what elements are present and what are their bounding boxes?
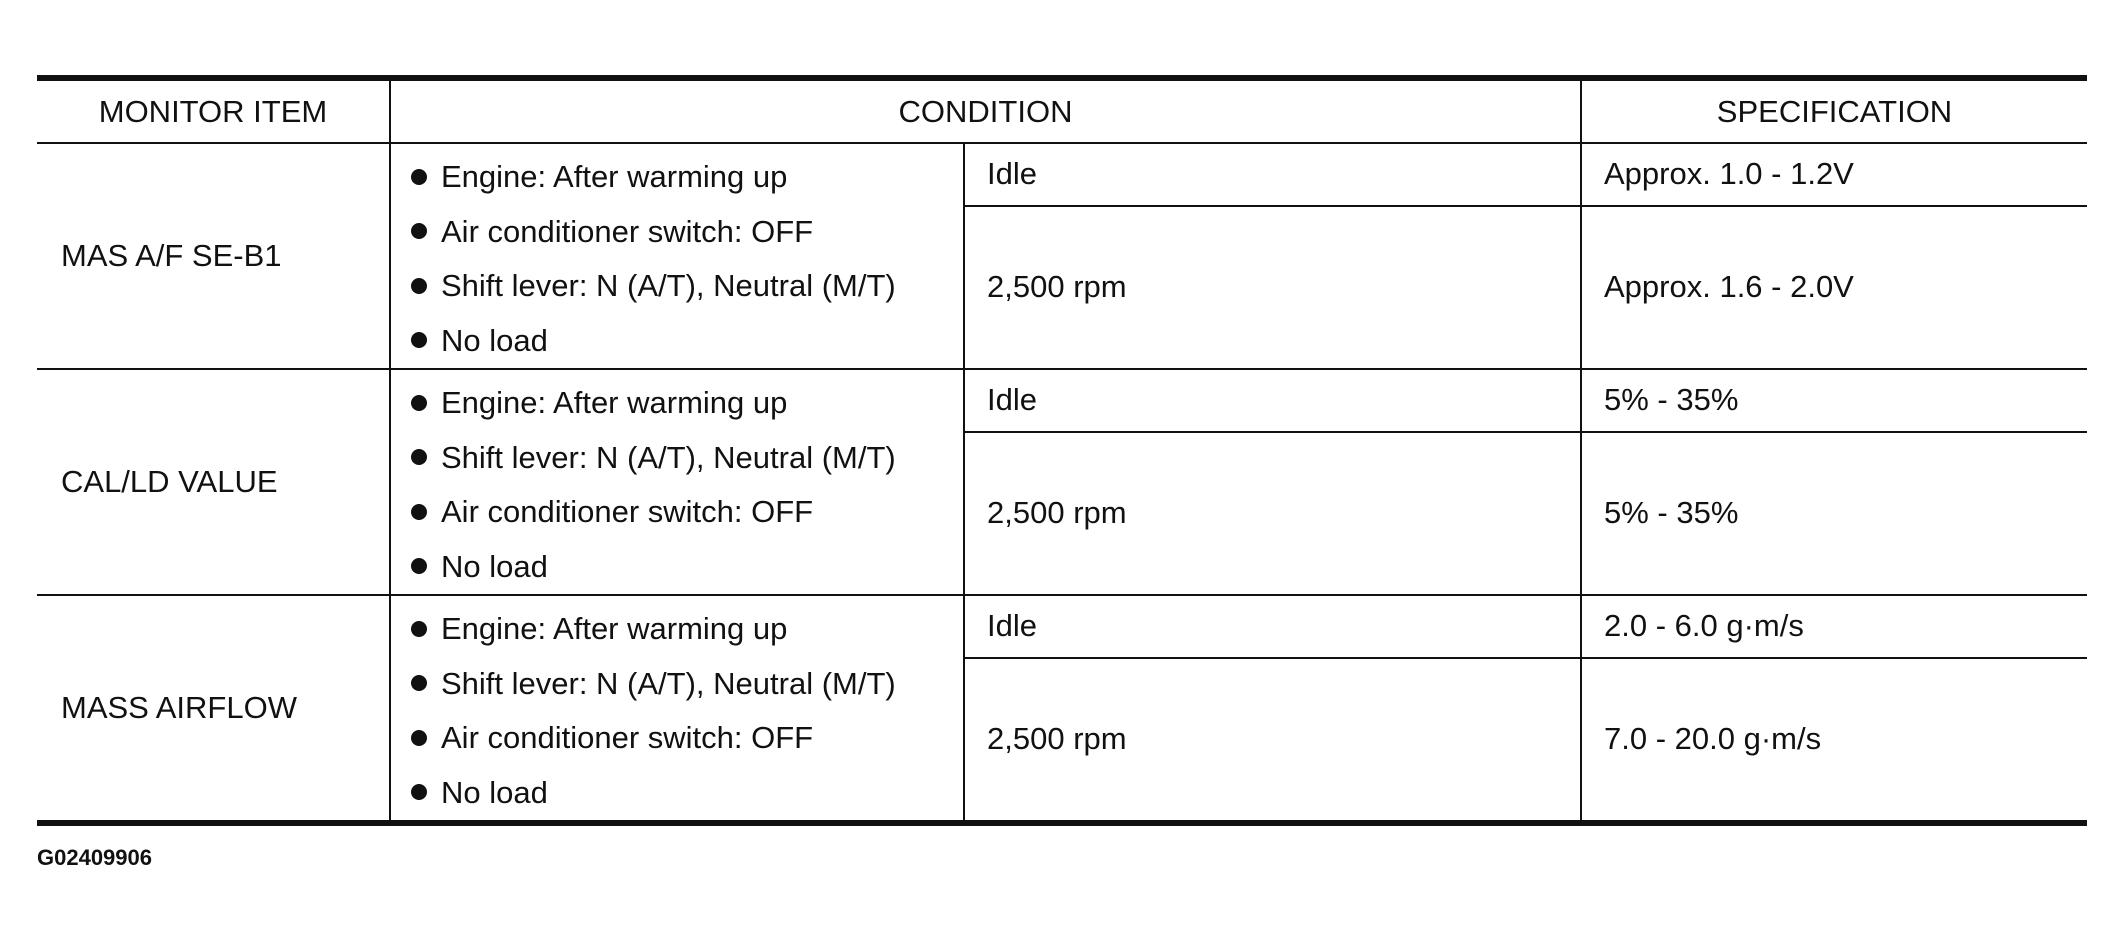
condition-text: Engine: After warming up — [441, 611, 788, 646]
sub-condition-cell: Idle — [964, 369, 1581, 432]
header-condition: CONDITION — [390, 78, 1581, 143]
sub-condition-cell: 2,500 rpm — [964, 658, 1581, 823]
list-item — [411, 485, 963, 540]
specification-cell: Approx. 1.0 - 1.2V — [1581, 143, 2087, 206]
list-item — [411, 376, 963, 431]
bullet-icon — [411, 730, 427, 746]
monitor-item-cell: CAL/LD VALUE — [37, 369, 390, 595]
list-item — [411, 540, 963, 595]
bullet-icon — [411, 332, 427, 348]
condition-text: Shift lever: N (A/T), Neutral (M/T) — [441, 439, 896, 475]
table-header-row — [37, 78, 2087, 143]
table-row — [37, 369, 2087, 432]
figure-id: G02409906 — [37, 845, 152, 870]
monitor-spec-table — [37, 75, 2087, 826]
condition-text: No load — [441, 322, 548, 358]
condition-text: Air conditioner switch: OFF — [441, 494, 814, 529]
list-item — [411, 602, 963, 657]
sub-condition-cell: Idle — [964, 143, 1581, 206]
bullet-icon — [411, 395, 427, 411]
specification-cell: 7.0 - 20.0 g·m/s — [1581, 658, 2087, 823]
condition-text: Engine: After warming up — [441, 159, 788, 194]
specification-cell: 2.0 - 6.0 g·m/s — [1581, 595, 2087, 658]
monitor-item-cell: MAS A/F SE-B1 — [37, 143, 390, 369]
condition-text: Air conditioner switch: OFF — [441, 720, 814, 755]
condition-list — [411, 370, 963, 594]
monitor-item-cell: MASS AIRFLOW — [37, 595, 390, 823]
condition-list — [411, 144, 963, 368]
condition-list-cell — [390, 595, 964, 823]
list-item — [411, 766, 963, 821]
bullet-icon — [411, 169, 427, 185]
condition-text: Shift lever: N (A/T), Neutral (M/T) — [441, 665, 896, 701]
list-item — [411, 259, 963, 314]
sub-condition-cell: Idle — [964, 595, 1581, 658]
bullet-icon — [411, 784, 427, 800]
bullet-icon — [411, 504, 427, 520]
condition-list-cell — [390, 143, 964, 369]
list-item — [411, 205, 963, 260]
condition-text: No load — [441, 774, 548, 810]
spec-table-container — [37, 75, 2087, 826]
list-item — [411, 314, 963, 369]
condition-text: No load — [441, 548, 548, 584]
list-item — [411, 150, 963, 205]
bullet-icon — [411, 621, 427, 637]
list-item — [411, 431, 963, 486]
specification-cell: Approx. 1.6 - 2.0V — [1581, 206, 2087, 369]
condition-text: Air conditioner switch: OFF — [441, 213, 814, 249]
condition-list — [411, 596, 963, 820]
header-specification: SPECIFICATION — [1581, 78, 2087, 143]
table-row — [37, 595, 2087, 658]
specification-cell: 5% - 35% — [1581, 432, 2087, 595]
condition-text: Shift lever: N (A/T), Neutral (M/T) — [441, 268, 896, 303]
bullet-icon — [411, 449, 427, 465]
table-row — [37, 143, 2087, 206]
sub-condition-cell: 2,500 rpm — [964, 206, 1581, 369]
bullet-icon — [411, 558, 427, 574]
header-monitor-item: MONITOR ITEM — [37, 78, 390, 143]
list-item — [411, 657, 963, 712]
condition-list-cell — [390, 369, 964, 595]
bullet-icon — [411, 223, 427, 239]
bullet-icon — [411, 675, 427, 691]
sub-condition-cell: 2,500 rpm — [964, 432, 1581, 595]
list-item — [411, 711, 963, 766]
bullet-icon — [411, 278, 427, 294]
condition-text: Engine: After warming up — [441, 385, 788, 420]
specification-cell: 5% - 35% — [1581, 369, 2087, 432]
